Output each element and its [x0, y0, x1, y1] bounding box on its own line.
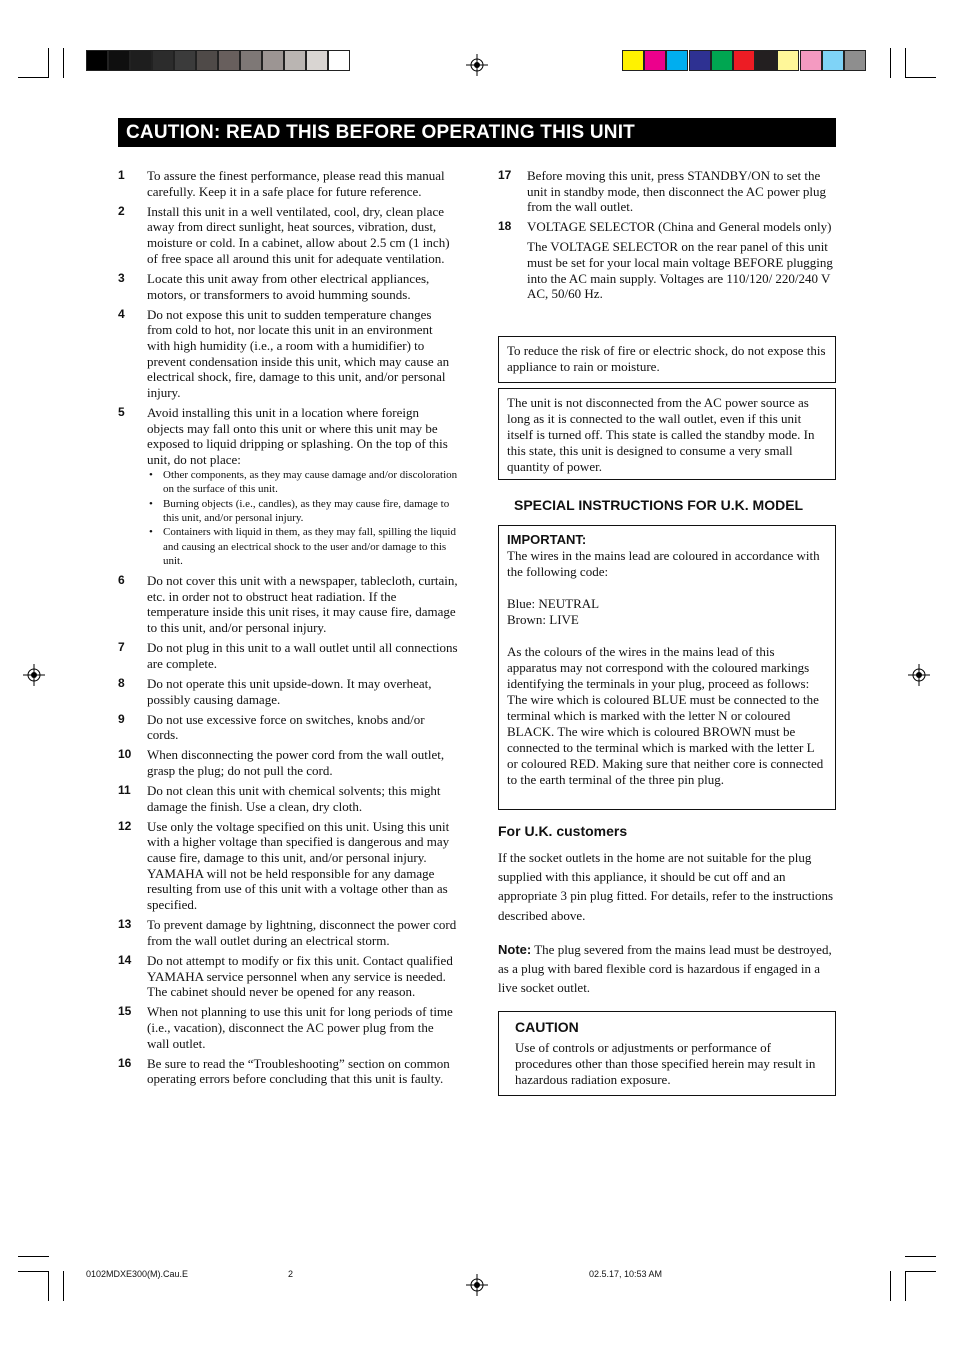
color-swatch	[666, 50, 688, 71]
list-item	[118, 1004, 458, 1051]
item-number: 7	[118, 640, 125, 655]
grayscale-swatch	[240, 50, 262, 71]
uk-customers-heading: For U.K. customers	[498, 823, 628, 839]
standby-notice-box	[498, 388, 836, 480]
crop-mark	[905, 1271, 906, 1301]
important-intro: The wires in the mains lead are coloured in accordance with the following code:	[507, 548, 820, 579]
grayscale-swatch	[284, 50, 306, 71]
crop-mark	[18, 1256, 49, 1257]
item-text: Use only the voltage specified on this unit. Using this unit with a higher voltage than specified is dangerous and may cause fire, damage to this unit, and/or personal injury. YAMAHA will not be held responsible for any damage resulting from use of this unit with a voltage other than as specified.	[147, 818, 450, 913]
standby-text: The unit is not disconnected from the AC power source as long as it is connected to the wall outlet, even if this unit itself is turned off. This state is called the standby mode. In this state, this unit is designed to consume a very small quantity of power.	[507, 395, 815, 474]
item-text: Do not plug in this unit to a wall outlet until all connections are complete.	[147, 640, 458, 671]
grayscale-swatch	[86, 50, 108, 71]
grayscale-swatch	[328, 50, 350, 71]
item-number: 11	[118, 782, 131, 797]
item-number: 13	[118, 917, 132, 932]
list-item	[118, 573, 458, 636]
important-label: IMPORTANT:	[507, 532, 587, 547]
item-number: 6	[118, 572, 125, 587]
item-text: Be sure to read the “Troubleshooting” section on common operating errors before concluding that this unit is faulty.	[147, 1055, 450, 1087]
grayscale-swatch	[108, 50, 130, 71]
item-text: Do not expose this unit to sudden temperature changes from cold to hot, nor locate this unit in an environment with high humidity (i.e., a room with a humidifier) to prevent condensation inside this unit, which may cause an electrical shock, fire, damage to this unit, and/or personal injury.	[147, 306, 450, 401]
uk-customers-text: If the socket outlets in the home are not suitable for the plug supplied with this appliance, it should be cut off and an appropriate 3 pin plug fitted. For details, refer to the instructions described above.	[498, 850, 834, 923]
list-item	[498, 168, 836, 215]
list-item	[118, 1056, 458, 1087]
note-label: Note:	[498, 942, 532, 957]
crop-mark	[63, 48, 64, 78]
warning-text: To reduce the risk of fire or electric shock, do not expose this appliance to rain or moisture.	[507, 343, 826, 374]
item-text: VOLTAGE SELECTOR (China and General models only)	[527, 219, 832, 235]
list-item	[118, 640, 458, 671]
grayscale-swatch	[262, 50, 284, 71]
grayscale-swatch	[174, 50, 196, 71]
registration-mark-icon	[908, 664, 930, 686]
crop-mark	[905, 77, 936, 78]
item-text: Locate this unit away from other electrical appliances, motors, or transformers to avoid humming sounds.	[147, 270, 430, 302]
color-swatch	[644, 50, 666, 71]
item-text: Do not cover this unit with a newspaper, tablecloth, curtain, etc. in order not to obstruct heat radiation. If the temperature inside this unit rises, it may cause fire, damage to this unit, and/or personal injury.	[147, 572, 458, 636]
bullet-list	[147, 468, 458, 569]
item-number: 17	[498, 168, 512, 182]
list-item	[118, 676, 458, 707]
item-subtext: The VOLTAGE SELECTOR on the rear panel of this unit must be set for your local main voltage BEFORE plugging into the AC main supply. Voltages are 110/120/ 220/240 V AC, 50/60 Hz.	[527, 239, 833, 302]
registration-mark-icon	[466, 54, 488, 76]
caution-list-right	[498, 168, 836, 306]
bullet-item: • Burning objects (i.e., candles), as they may cause fire, damage to this unit, and/or personal injury.	[147, 497, 458, 526]
list-item	[118, 953, 458, 1000]
list-item	[118, 271, 458, 302]
important-box	[498, 525, 836, 810]
color-swatch	[622, 50, 644, 71]
list-item	[118, 712, 458, 743]
crop-mark	[18, 1271, 49, 1272]
bullet-item: • Other components, as they may cause damage and/or discoloration on the surface of this unit.	[147, 468, 458, 497]
item-text: To prevent damage by lightning, disconnect the power cord from the wall outlet during an electrical storm.	[147, 917, 457, 948]
color-swatch	[689, 50, 711, 71]
item-number: 16	[118, 1055, 132, 1070]
bullet-item: • Containers with liquid in them, as they may fall, spilling the liquid and causing an electrical shock to the user and/or damage to this unit.	[147, 525, 458, 568]
crop-mark	[18, 77, 49, 78]
item-number: 10	[118, 747, 132, 762]
color-swatch	[777, 50, 799, 71]
list-item	[118, 405, 458, 569]
page-title: CAUTION: READ THIS BEFORE OPERATING THIS UNIT	[118, 118, 836, 147]
list-item	[118, 783, 458, 814]
list-item	[118, 917, 458, 948]
warning-box	[498, 336, 836, 383]
caution-text: Use of controls or adjustments or performance of procedures other than those specified herein may result in hazardous radiation exposure.	[515, 1040, 816, 1087]
wire-code-blue: Blue: NEUTRAL	[507, 596, 600, 611]
item-text: Before moving this unit, press STANDBY/ON to set the unit in standby mode, then disconnect the AC power plug from the wall outlet.	[527, 168, 826, 215]
color-swatch	[755, 50, 777, 71]
item-number: 2	[118, 203, 125, 218]
crop-mark	[905, 1271, 936, 1272]
item-text: Do not attempt to modify or fix this unit. Contact qualified YAMAHA service personnel when any service is needed. The cabinet should never be opened for any reason.	[147, 952, 453, 1000]
grayscale-swatch	[196, 50, 218, 71]
caution-list-left	[118, 168, 458, 1091]
crop-mark	[905, 48, 906, 78]
registration-mark-icon	[466, 1274, 488, 1296]
item-number: 8	[118, 675, 125, 690]
caution-box	[498, 1011, 836, 1096]
crop-mark	[905, 1256, 936, 1257]
uk-section-heading: SPECIAL INSTRUCTIONS FOR U.K. MODEL	[514, 497, 804, 513]
grayscale-swatch	[306, 50, 328, 71]
item-number: 1	[118, 168, 125, 182]
note-paragraph	[498, 940, 836, 998]
color-swatch	[800, 50, 822, 71]
item-number: 9	[118, 711, 125, 726]
item-number: 14	[118, 952, 132, 967]
list-item	[118, 168, 458, 199]
color-swatch	[711, 50, 733, 71]
registration-mark-icon	[23, 664, 45, 686]
note-text: The plug severed from the mains lead must be destroyed, as a plug with bared flexible cord is hazardous if engaged in a live socket outlet.	[498, 942, 832, 996]
crop-mark	[48, 1271, 49, 1301]
item-text: Do not use excessive force on switches, knobs and/or cords.	[147, 711, 425, 743]
crop-mark	[890, 1271, 891, 1301]
footer-filename: 0102MDXE300(M).Cau.E	[86, 1269, 189, 1279]
item-text: Install this unit in a well ventilated, cool, dry, clean place away from direct sunlight, heat sources, vibration, dust, moisture or cold. In a cabinet, allow about 2.5 cm (1 inch) of free space all around this unit for adequate ventilation.	[147, 203, 450, 266]
footer-timestamp: 02.5.17, 10:53 AM	[589, 1269, 663, 1279]
item-number: 12	[118, 818, 132, 833]
crop-mark	[890, 48, 891, 78]
item-text: Do not clean this unit with chemical solvents; this might damage the finish. Use a clean, dry cloth.	[147, 782, 441, 814]
footer-page-number: 2	[288, 1269, 294, 1279]
item-number: 15	[118, 1004, 132, 1019]
item-number: 3	[118, 270, 125, 285]
wire-code-brown: Brown: LIVE	[507, 612, 579, 627]
item-text: Avoid installing this unit in a location where foreign objects may fall onto this unit or where this unit may be exposed to liquid dripping or splashing. On the top of this unit, do not place:	[147, 405, 448, 468]
crop-mark	[48, 48, 49, 78]
color-swatch	[822, 50, 844, 71]
item-text: Do not operate this unit upside-down. It may overheat, possibly causing damage.	[147, 675, 432, 707]
list-item	[498, 219, 836, 302]
item-number: 4	[118, 306, 125, 321]
list-item	[118, 819, 458, 913]
item-number: 18	[498, 219, 512, 234]
grayscale-swatch	[130, 50, 152, 71]
grayscale-swatch	[218, 50, 240, 71]
caution-label: CAUTION	[515, 1019, 579, 1035]
color-swatch	[733, 50, 755, 71]
item-number: 5	[118, 405, 125, 420]
list-item	[118, 204, 458, 267]
color-swatch	[844, 50, 866, 71]
crop-mark	[63, 1271, 64, 1301]
grayscale-swatch	[152, 50, 174, 71]
important-body: As the colours of the wires in the mains lead of this apparatus may not correspond with the coloured markings identifying the terminals in your plug, proceed as follows: The wire which is coloured BLUE must be connected to the terminal which is marked with the letter N or coloured BLACK. The wire which is coloured BROWN must be connected to the terminal which is marked with the letter L or coloured RED. Making sure that neither core is connected to the earth terminal of the three pin plug.	[507, 644, 824, 787]
item-text: When not planning to use this unit for long periods of time (i.e., vacation), disconnect the AC power plug from the wall outlet.	[147, 1004, 453, 1051]
list-item	[118, 307, 458, 401]
item-text: When disconnecting the power cord from the wall outlet, grasp the plug; do not pull the cord.	[147, 747, 445, 778]
list-item	[118, 747, 458, 778]
item-text: To assure the finest performance, please read this manual carefully. Keep it in a safe place for future reference.	[147, 168, 445, 199]
